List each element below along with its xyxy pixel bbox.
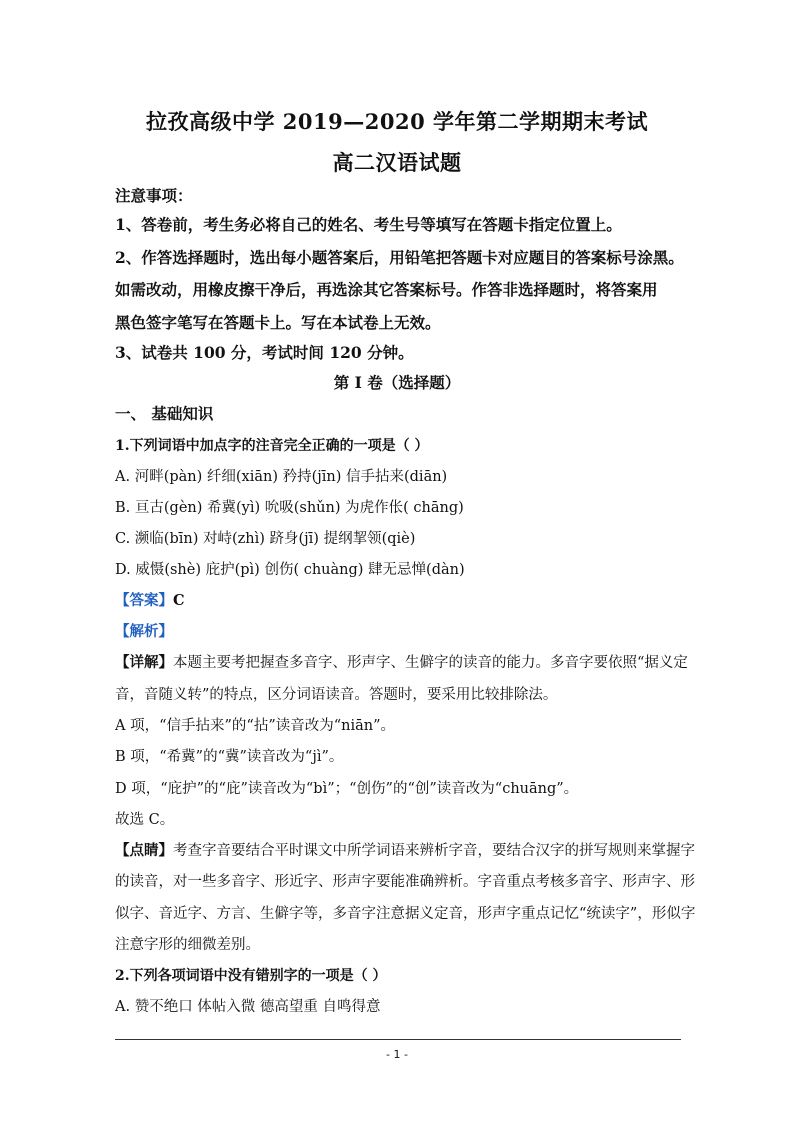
analysis-item-d: D 项，“庇护”的“庇”读音改为“bì”；“创伤”的“创”读音改为“chuāng”。 [115, 781, 579, 797]
question-1-option-a: A. 河畔(pàn) 纤细(xiān) 矜持(jīn) 信手拈来(diān) [115, 469, 448, 485]
page-number: - 1 - [386, 1048, 408, 1061]
notice-item-3: 3、试卷共 100 分，考试时间 120 分钟。 [115, 343, 414, 362]
detail-line-2: 音，音随义转”的特点，区分词语读音。答题时，要采用比较排除法。 [115, 687, 558, 703]
volume-title: 第 I 卷（选择题） [333, 373, 461, 392]
answer-value: C [173, 592, 185, 609]
tip-line-4: 注意字形的细微差别。 [115, 937, 260, 953]
analysis-item-a: A 项，“信手拈来”的“拈”读音改为“niān”。 [115, 718, 396, 734]
question-1-option-d: D. 威慑(shè) 庇护(pì) 创伤( chuàng) 肆无忌惮(dàn) [115, 562, 465, 578]
tip-text-1: 考查字音要结合平时课文中所学词语来辨析字音，要结合汉字的拼写规则来掌握字 [173, 843, 695, 859]
analysis-item-b: B 项，“希冀”的“冀”读音改为“jì”。 [115, 749, 344, 765]
question-2-option-a: A. 赞不绝口 体帖入微 德高望重 自鸣得意 [115, 999, 381, 1015]
footer-divider [115, 1039, 681, 1040]
detail-text-1: 本题主要考把握查多音字、形声字、生僻字的读音的能力。多音字要依照“据义定 [173, 655, 688, 671]
notice-item-2-line-2: 如需改动，用橡皮擦干净后，再选涂其它答案标号。作答非选择题时，将答案用 [115, 280, 658, 299]
tip-line-3: 似字、音近字、方言、生僻字等，多音字注意据义定音，形声字重点记忆“统读字”，形似字 [115, 906, 696, 922]
exam-title: 拉孜高级中学 2019—2020 学年第二学期期末考试 [145, 109, 648, 134]
tip-line-2: 的读音，对一些多音字、形近字、形声字要能准确辨析。字音重点考核多音字、形声字、形 [115, 874, 695, 890]
question-2-stem: 2.下列各项词语中没有错别字的一项是（ ） [115, 968, 387, 984]
tip-line-1 [115, 841, 695, 861]
question-1-stem: 1.下列词语中加点字的注音完全正确的一项是（ ） [115, 438, 429, 454]
detail-line-1 [115, 653, 695, 673]
notice-item-1: 1、答卷前，考生务必将自己的姓名、考生号等填写在答题卡指定位置上。 [115, 215, 622, 234]
analysis-label: 【解析】 [115, 623, 173, 640]
tip-label: 【点睛】 [115, 842, 173, 859]
exam-subtitle: 高二汉语试题 [332, 150, 462, 175]
notice-item-2-line-3: 黑色签字笔写在答题卡上。写在本试卷上无效。 [115, 313, 441, 332]
question-1-option-b: B. 亘古(gèn) 希冀(yì) 吮吸(shǔn) 为虎作伥( chāng) [115, 500, 464, 516]
detail-label: 【详解】 [115, 654, 173, 671]
analysis-conclusion: 故选 C。 [115, 812, 175, 828]
notice-item-2-line-1: 2、作答选择题时，选出每小题答案后，用铅笔把答题卡对应题目的答案标号涂黑。 [115, 248, 684, 267]
answer-label: 【答案】 [115, 592, 173, 609]
answer-row [115, 591, 695, 611]
part-title: 一、 基础知识 [115, 404, 214, 423]
notice-heading: 注意事项： [115, 186, 193, 205]
question-1-option-c: C. 濒临(bīn) 对峙(zhì) 跻身(jī) 提纲挈领(qiè) [115, 531, 416, 547]
